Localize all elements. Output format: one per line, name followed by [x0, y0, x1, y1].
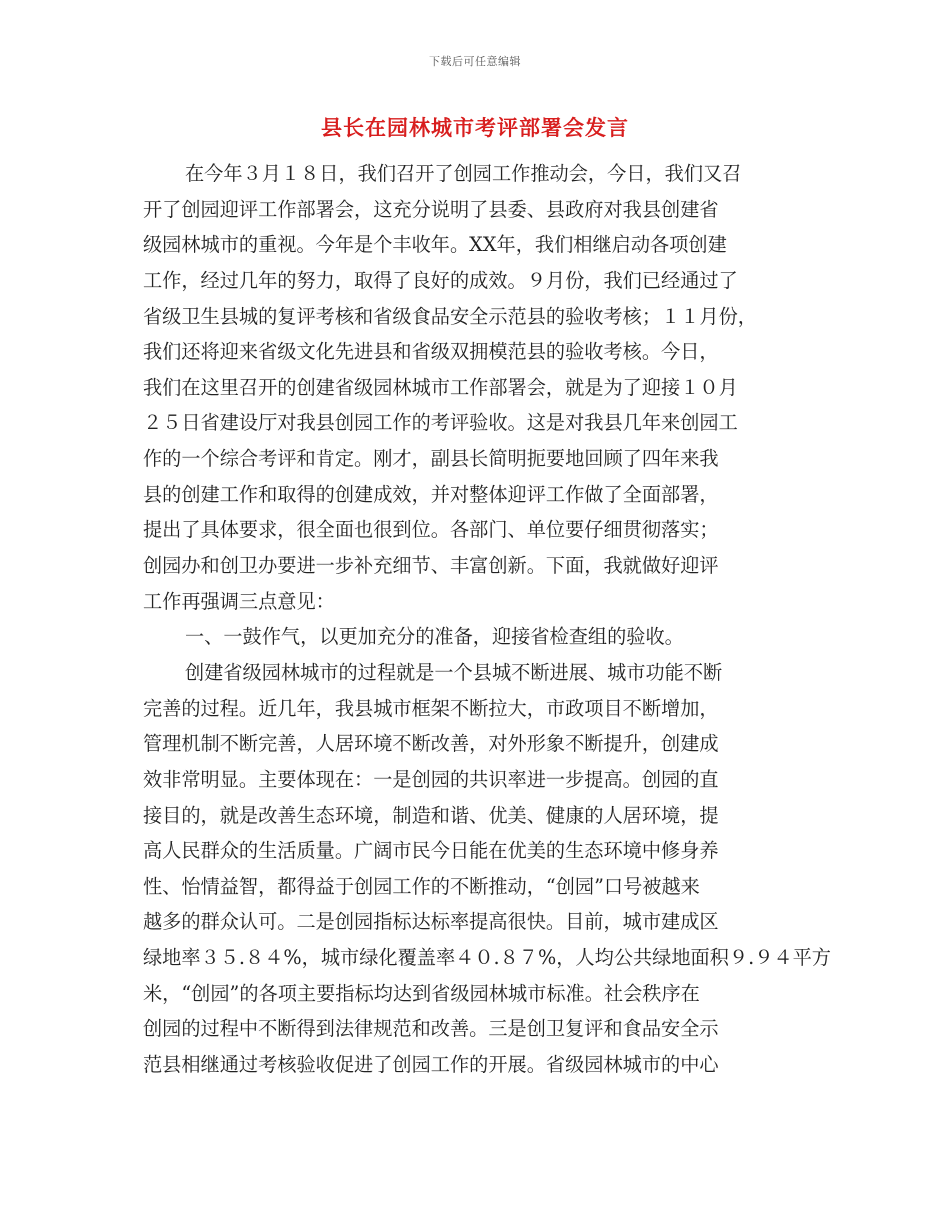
text-line: 县的创建工作和取得的创建成效，并对整体迎评工作做了全面部署，: [143, 482, 719, 506]
text-line: 管理机制不断完善，人居环境不断改善，对外形象不断提升，创建成: [143, 732, 719, 756]
text-line: 接目的，就是改善生态环境，制造和谐、优美、健康的人居环境，提: [143, 803, 719, 827]
text-line: 性、怡情益智，都得益于创园工作的不断推动，“创园”口号被越来: [143, 874, 700, 898]
text-line: 在今年３月１８日，我们召开了创园工作推动会，今日，我们又召: [185, 162, 742, 185]
text-line: ２５日省建设厅对我县创园工作的考评验收。这是对我县几年来创园工: [143, 411, 738, 435]
text-line: 开了创园迎评工作部署会，这充分说明了县委、县政府对我县创建省: [143, 197, 719, 221]
text-line: 创园的过程中不断得到法律规范和改善。三是创卫复评和食品安全示: [143, 1017, 719, 1041]
text-line: 省级卫生县城的复评考核和省级食品安全示范县的验收考核；１１月份，: [143, 304, 757, 328]
text-line: 效非常明显。主要体现在：一是创园的共识率进一步提高。创园的直: [143, 767, 719, 791]
text-line: 越多的群众认可。二是创园指标达标率提高很快。目前，城市建成区: [143, 910, 719, 934]
text-line: 级园林城市的重视。今年是个丰收年。XX年，我们相继启动各项创建: [143, 233, 727, 257]
text-line: 我们还将迎来省级文化先进县和省级双拥模范县的验收考核。今日，: [143, 340, 719, 364]
header-note: 下载后可任意编辑: [429, 55, 521, 68]
document-body: [143, 156, 831, 1083]
text-line: 我们在这里召开的创建省级园林城市工作部署会，就是为了迎接１０月: [143, 375, 738, 399]
text-line: 米，“创园”的各项主要指标均达到省级园林城市标准。社会秩序在: [143, 981, 700, 1005]
text-line: 工作再强调三点意见：: [143, 589, 335, 613]
section-heading: 一、一鼓作气，以更加充分的准备，迎接省检查组的验收。: [185, 625, 684, 649]
text-line: 工作，经过几年的努力，取得了良好的成效。９月份，我们已经通过了: [143, 268, 738, 292]
text-line: 创建省级园林城市的过程就是一个县城不断进展、城市功能不断: [185, 660, 723, 684]
text-line: 完善的过程。近几年，我县城市框架不断拉大，市政项目不断增加，: [143, 696, 719, 720]
page-title: 县长在园林城市考评部署会发言: [321, 116, 629, 140]
text-line: 作的一个综合考评和肯定。刚才，副县长简明扼要地回顾了四年来我: [143, 447, 719, 471]
text-line: 高人民群众的生活质量。广阔市民今日能在优美的生态环境中修身养: [143, 839, 719, 863]
text-line: 提出了具体要求，很全面也很到位。各部门、单位要仔细贯彻落实；: [143, 518, 719, 542]
text-line: 绿地率３５.８４%，城市绿化覆盖率４０.８７%，人均公共绿地面积９.９４平方: [143, 946, 831, 970]
text-line: 范县相继通过考核验收促进了创园工作的开展。省级园林城市的中心: [143, 1053, 719, 1077]
text-line: 创园办和创卫办要进一步补充细节、丰富创新。下面，我就做好迎评: [143, 554, 719, 578]
